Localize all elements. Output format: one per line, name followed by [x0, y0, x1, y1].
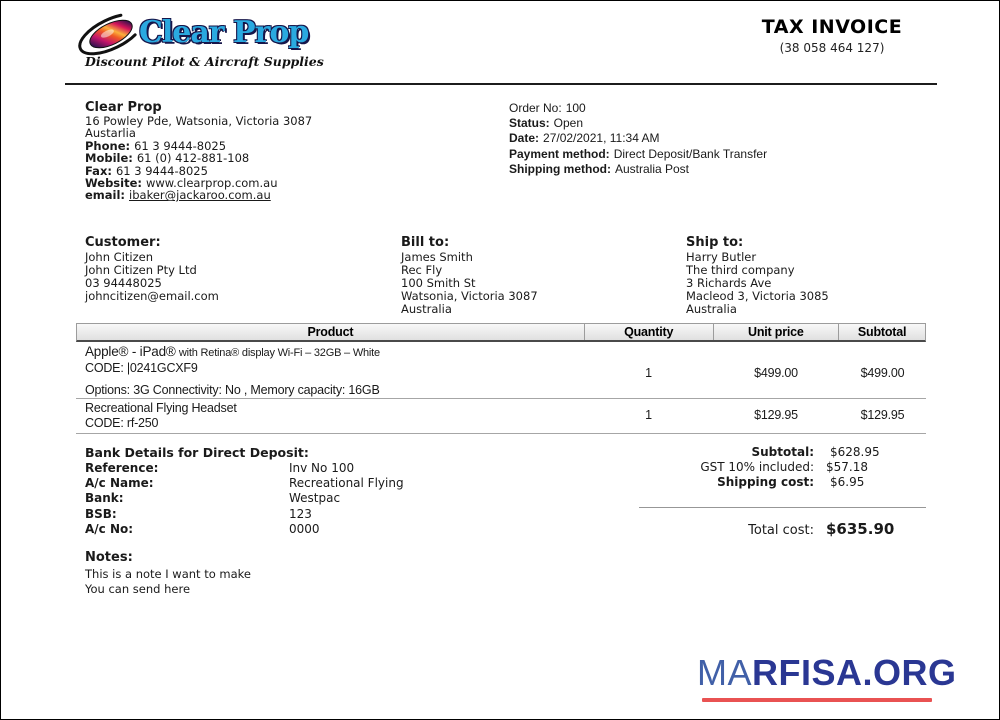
bank-details	[85, 445, 404, 537]
watermark: MARFISA.ORG	[697, 653, 957, 693]
unit-price-value: $499.00	[754, 366, 798, 380]
order-number: Order No: 100	[509, 101, 586, 115]
bank-details-heading: Bank Details for Direct Deposit:	[85, 445, 309, 460]
ship-to-line: The third company	[686, 262, 795, 277]
watermark-underline	[702, 698, 932, 702]
totals-gst-row: GST 10% included: $57.18	[700, 460, 868, 474]
column-header-quantity: Quantity	[584, 324, 713, 340]
ship-to-line: Australia	[686, 301, 737, 316]
table-row	[76, 342, 926, 399]
total-cost-row: Total cost: $635.90	[748, 520, 895, 538]
bill-to-line: 100 Smith St	[401, 275, 476, 290]
items-table-header	[76, 323, 926, 342]
order-info	[509, 101, 767, 177]
column-header-unit-price: Unit price	[713, 324, 839, 340]
ship-to-line: Macleod 3, Victoria 3085	[686, 288, 829, 303]
product-name: Recreational Flying Headset	[85, 401, 237, 415]
total-cost-value: $635.90	[826, 520, 895, 538]
notes-block	[85, 550, 251, 597]
bill-to-block	[401, 235, 538, 316]
product-code: CODE: |0241GCXF9	[85, 361, 198, 375]
ship-to-line: 3 Richards Ave	[686, 275, 772, 290]
invoice-title: TAX INVOICE	[761, 16, 903, 38]
company-info	[85, 100, 312, 202]
quantity-value: 1	[645, 366, 652, 380]
company-fax: Fax: 61 3 9444-8025	[85, 163, 208, 178]
column-header-subtotal: Subtotal	[838, 324, 925, 340]
customer-line: johncitizen@email.com	[85, 288, 219, 303]
email-link[interactable]: ibaker@jackaroo.com.au	[129, 188, 271, 203]
notes-heading: Notes:	[85, 550, 133, 565]
company-mobile: Mobile: 61 (0) 412-881-108	[85, 151, 250, 166]
customer-block	[85, 235, 219, 303]
bill-to-line: Rec Fly	[401, 262, 443, 277]
order-date: Date: 27/02/2021, 11:34 AM	[509, 131, 660, 146]
customer-line: John Citizen Pty Ltd	[85, 262, 197, 277]
customer-line: 03 94448025	[85, 275, 162, 290]
company-website: Website: www.clearprop.com.au	[85, 176, 278, 191]
totals-subtotal-row: Subtotal: $628.95	[751, 445, 880, 459]
brand-tagline: Discount Pilot & Aircraft Supplies	[85, 54, 324, 69]
company-address-line2: Austarlia	[85, 126, 136, 141]
notes-line: You can send here	[85, 581, 191, 596]
table-row	[76, 399, 926, 434]
subtotal-value: $499.00	[860, 366, 905, 380]
order-shipping-method: Shipping method: Australia Post	[509, 161, 690, 176]
items-table	[76, 323, 926, 434]
ship-to-heading: Ship to:	[686, 235, 744, 250]
company-name: Clear Prop	[85, 100, 162, 115]
subtotal-value: $129.95	[860, 408, 905, 422]
company-phone: Phone: 61 3 9444-8025	[85, 138, 227, 153]
bill-to-line: Australia	[401, 301, 452, 316]
bank-row: Bank: Westpac	[85, 491, 341, 506]
product-code: CODE: rf-250	[85, 416, 159, 430]
ship-to-line: Harry Butler	[686, 249, 757, 264]
customer-line: John Citizen	[85, 249, 153, 264]
company-email: email: ibaker@jackaroo.com.au	[85, 188, 271, 203]
invoice-title-block	[701, 16, 963, 55]
customer-heading: Customer:	[85, 235, 161, 250]
totals-shipping-row: Shipping cost: $6.95	[717, 475, 865, 489]
product-options: Options: 3G Connectivity: No , Memory capacity: 16GB	[85, 383, 380, 397]
order-payment-method: Payment method: Direct Deposit/Bank Transfer	[509, 146, 768, 161]
header-divider	[65, 83, 937, 85]
notes-line: This is a note I want to make	[85, 566, 251, 581]
column-header-product: Product	[307, 325, 354, 339]
totals-divider	[639, 507, 926, 508]
quantity-value: 1	[645, 408, 652, 422]
invoice-abn: (38 058 464 127)	[779, 41, 885, 55]
bank-row: A/c No: 0000	[85, 521, 320, 536]
product-name: Apple® - iPad® with Retina® display Wi-Fi – 32GB – White	[85, 344, 380, 359]
bank-row: Reference: Inv No 100	[85, 461, 355, 475]
company-address-line1: 16 Powley Pde, Watsonia, Victoria 3087	[85, 114, 313, 128]
bank-row: A/c Name: Recreational Flying	[85, 476, 404, 491]
bill-to-heading: Bill to:	[401, 235, 450, 250]
ship-to-block	[686, 235, 829, 316]
bank-row: BSB: 123	[85, 506, 312, 521]
bill-to-line: James Smith	[401, 249, 473, 264]
bill-to-line: Watsonia, Victoria 3087	[401, 288, 538, 303]
brand-name: Clear Prop	[139, 15, 309, 50]
unit-price-value: $129.95	[754, 408, 798, 422]
order-status: Status: Open	[509, 116, 584, 131]
